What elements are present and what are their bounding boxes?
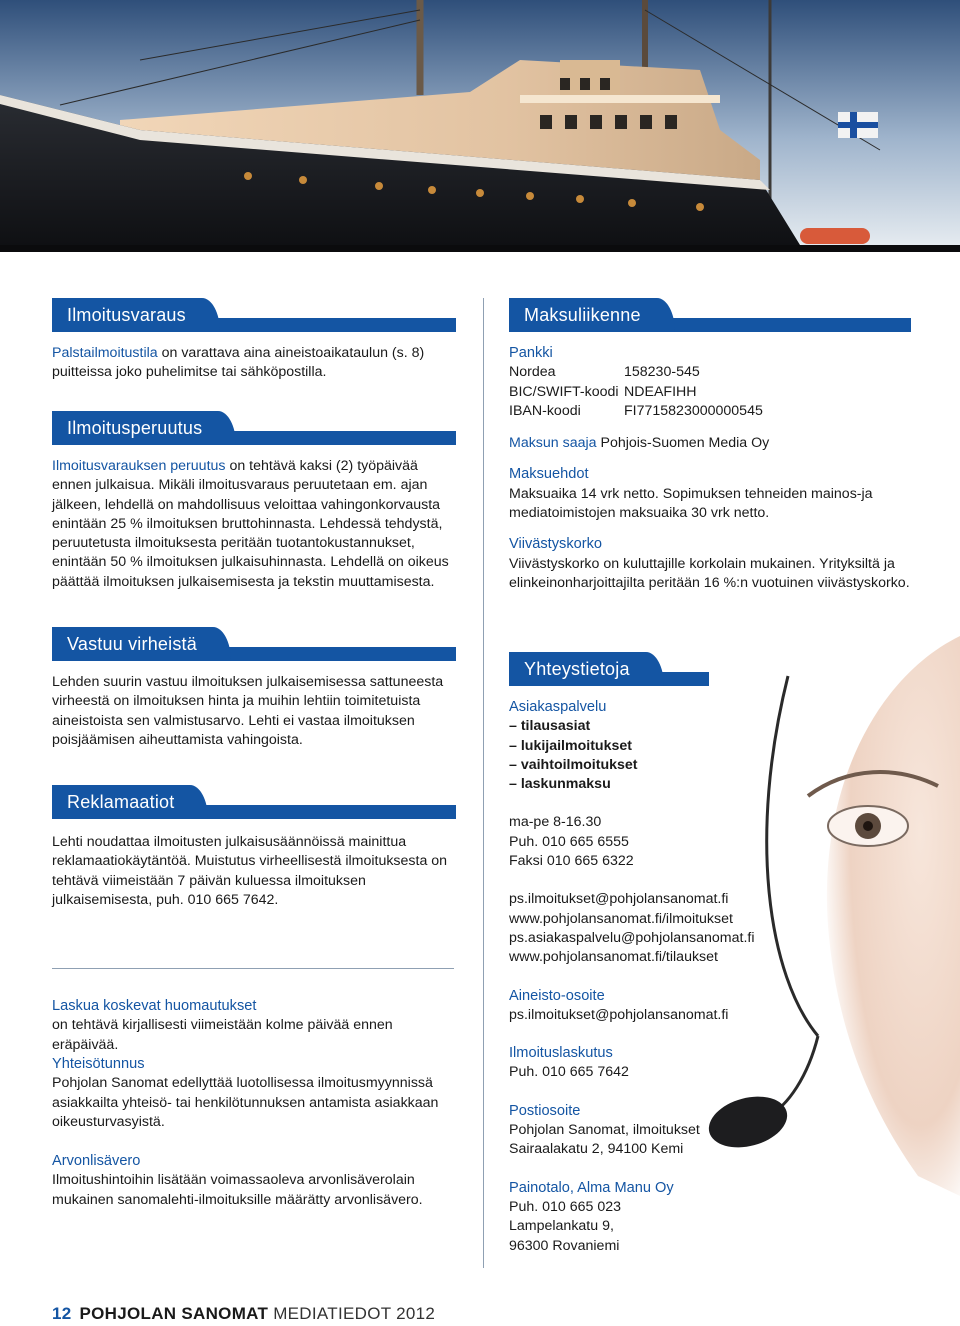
subheading: Asiakaspalvelu [509,699,607,715]
section-ilmoitusvaraus [52,298,456,383]
section-title: Vastuu virheistä [52,627,231,661]
paragraph: Lehti noudattaa ilmoitusten julkaisusäännöissä mainittua reklamaatiokäytäntöä. Muistutus virheellisestä ilmoituksesta on tehtävä viimeistään 7 päivän kuluessa ilmoituksen julkaisemisesta, puh. 010 665 7642. [52,834,448,908]
section-reklamaatiot [52,785,456,910]
publication-name: POHJOLAN SANOMAT [79,1304,269,1323]
lead-term: Palstailmoitustila [52,345,158,361]
paragraph: Lehden suurin vastuu ilmoituksen julkaisemisessa sattuneesta virheestä on ilmoituksen hinta ja muihin lehtiin toimitetuista aineistoista sen valmistusarvo. Lehti ei vastaa ilmoituksen poisjäämisen aiheuttamista vahingoista. [52,674,444,748]
bank-row: IBAN-koodi FI7715823000000545 [509,402,763,419]
address-line: Lampelankatu 9, [509,1218,614,1235]
opening-hours: ma-pe 8-16.30 [509,814,602,831]
section-yhteystietoja [509,652,911,1256]
paragraph: Viivästyskorko on kuluttajille korkolain mukainen. Yrityksiltä ja elinkeinonharjoittajilta peritään 16 %:n vuotuinen viivästyskorko. [509,555,910,591]
section-yhteisotunnus [52,1055,456,1132]
section-laskua [52,997,456,1055]
section-title: Reklamaatiot [52,785,208,819]
paragraph: Palstailmoitustila on varattava aina aineistoaikataulun (s. 8) puitteissa joko puhelimitse tai sähköpostilla. [52,345,425,381]
paragraph: Pohjolan Sanomat edellyttää luotollisessa ilmoitusmyynnissä asiakkailta yhteisö- tai henkilötunnuksen antamista asiakkaan oikeusturvasyistä. [52,1075,439,1130]
subheading: Yhteisötunnus [52,1056,145,1072]
lead-term: Ilmoitusvarauksen peruutus [52,458,226,474]
subheading: Pankki [509,345,553,361]
subheading: Ilmoituslaskutus [509,1045,613,1062]
hero-ship-photo [0,0,960,252]
address-line: 96300 Rovaniemi [509,1237,620,1254]
section-ilmoitusperuutus [52,411,456,592]
phone: Puh. 010 665 023 [509,1198,622,1215]
subheading: Laskua koskevat huomautukset [52,998,257,1014]
section-header-bar [509,652,709,686]
paragraph: Ilmoitusvarauksen peruutus on tehtävä kaksi (2) työpäivää ennen julkaisua. Mikäli ilmoitusvaraus peruutetaan em. ajan jälkeen, lehdellä on mahdollisuus veloittaa vahingonkorvausta enintään 25 % ilmoituksen bruttohinnasta. Lehdessä tehdystä, peruutetusta ilmoituksesta peritään tuotantokustannukset, enintään 50 % ilmoituksen julkaisuhinnasta. Lehdellä on oikeus päättää ilmoituksen julkaisemisesta ja tekstin muuttamisesta. [52,458,449,590]
service-item: – lukijailmoitukset [509,737,632,754]
phone: Puh. 010 665 6555 [509,833,629,850]
divider [52,968,454,969]
paragraph: Ilmoitushintoihin lisätään voimassaoleva arvonlisäverolain mukainen sanomalehti-ilmoituksille määrätty arvonlisävero. [52,1172,423,1208]
phone: Puh. 010 665 7642 [509,1064,629,1081]
section-arvonlisavero [52,1152,456,1210]
fax: Faksi 010 665 6322 [509,853,634,870]
subheading: Postiosoite [509,1102,581,1119]
column-divider [483,298,484,1268]
service-item: – tilausasiat [509,718,591,735]
link-web[interactable]: www.pohjolansanomat.fi/ilmoitukset [509,910,733,927]
section-title: Yhteystietoja [509,652,664,686]
address-line: Sairaalakatu 2, 94100 Kemi [509,1141,684,1158]
section-title: Ilmoitusvaraus [52,298,220,332]
service-item: – laskunmaksu [509,776,611,793]
bank-row: BIC/SWIFT-koodi NDEAFIHH [509,383,697,400]
finnish-flag-icon [838,112,878,138]
paragraph: on tehtävä kirjallisesti viimeistään kolme päivää ennen eräpäivää. [52,1017,393,1053]
payee: Maksun saaja Pohjois-Suomen Media Oy [509,435,770,452]
section-header-bar [509,298,911,332]
page-footer [52,1304,435,1324]
section-title: Ilmoitusperuutus [52,411,236,445]
page-number: 12 [52,1304,72,1323]
bank-row: Nordea 158230-545 [509,364,700,381]
section-vastuu [52,627,456,750]
publication-subtitle: MEDIATIEDOT 2012 [273,1304,436,1323]
link-email[interactable]: ps.ilmoitukset@pohjolansanomat.fi [509,1006,729,1023]
subheading: Painotalo, Alma Manu Oy [509,1179,674,1196]
section-header-bar [52,785,456,819]
section-title: Maksuliikenne [509,298,675,332]
link-email[interactable]: ps.ilmoitukset@pohjolansanomat.fi [509,891,729,908]
paragraph: Maksuaika 14 vrk netto. Sopimuksen tehneiden mainos-ja mediatoimistojen maksuaika 30 vrk netto. [509,485,873,522]
section-maksuliikenne [509,298,911,593]
link-web[interactable]: www.pohjolansanomat.fi/tilaukset [509,949,718,966]
address-line: Pohjolan Sanomat, ilmoitukset [509,1122,700,1139]
subheading: Viivästyskorko [509,536,602,553]
subheading: Arvonlisävero [52,1153,141,1169]
subheading: Maksuehdot [509,466,589,483]
section-header-bar [52,411,456,445]
service-item: – vaihtoilmoitukset [509,756,638,773]
link-email[interactable]: ps.asiakaspalvelu@pohjolansanomat.fi [509,929,755,946]
section-header-bar [52,627,456,661]
section-header-bar [52,298,456,332]
subheading: Aineisto-osoite [509,987,605,1004]
